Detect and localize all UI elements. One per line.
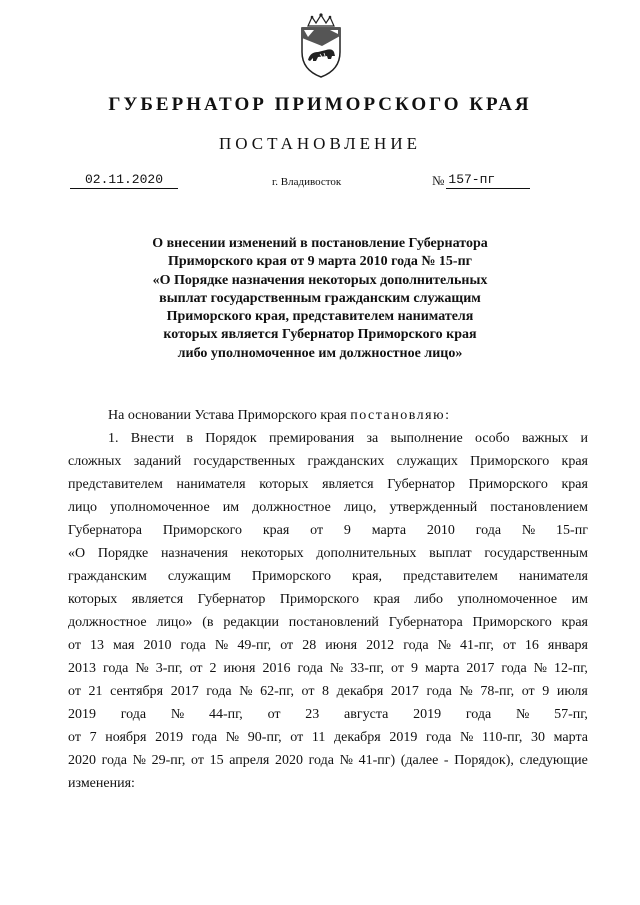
paragraph-line: Губернатора Приморского края от 9 марта 2010 года № 15-пг <box>68 523 588 538</box>
document-body <box>68 404 588 795</box>
document-type: ПОСТАНОВЛЕНИЕ <box>218 134 421 153</box>
paragraph-line: гражданским служащим Приморского края, представителем нанимателя <box>68 569 588 584</box>
paragraph-line: 2020 года № 29-пг, от 15 апреля 2020 года № 41-пг) (далее - Порядок), следующие <box>68 753 588 768</box>
paragraph-line: от 13 мая 2010 года № 49-пг, от 28 июня 2012 года № 41-пг, от 16 января <box>68 638 588 653</box>
paragraph-line: лицо уполномоченное им должностное лицо, утвержденный постановлением <box>68 500 588 515</box>
paragraph-line: «О Порядке назначения некоторых дополнительных выплат государственным <box>68 546 588 561</box>
paragraph-line: от 21 сентября 2017 года № 62-пг, от 8 декабря 2017 года № 78-пг, от 9 июля <box>68 684 588 699</box>
organization-title: ГУБЕРНАТОР ПРИМОРСКОГО КРАЯ <box>108 94 532 115</box>
paragraph-line: сложных заданий государственных гражданских служащих Приморского края <box>68 454 588 469</box>
heading-line: Приморского края от 9 марта 2010 года № 15-пг <box>167 254 473 270</box>
paragraph-1 <box>68 427 588 795</box>
number-value: 157-пг <box>446 172 530 189</box>
paragraph-line: представителем нанимателя которых является Губернатор Приморского края <box>68 477 588 492</box>
document-date: 02.11.2020 <box>70 172 178 189</box>
heading-line: которых является Губернатор Приморского края <box>163 327 477 343</box>
paragraph-line: 2019 года № 44-пг, от 23 августа 2019 года № 57-пг, <box>68 707 588 722</box>
heading-line: Приморского края, представителем нанимателя <box>166 309 474 325</box>
number-sign: № <box>432 173 445 188</box>
decree-word: постановляю: <box>350 408 451 423</box>
heading-line: выплат государственным гражданским служащим <box>159 290 481 306</box>
document-number <box>432 172 530 189</box>
document-heading <box>110 235 530 363</box>
heading-line: О внесении изменений в постановление Губернатора <box>152 236 488 251</box>
paragraph-line: должностное лицо» (в редакции постановлений Губернатора Приморского края <box>68 615 588 630</box>
document-city: г. Владивосток <box>272 176 342 188</box>
heading-line: «О Порядке назначения некоторых дополнительных <box>152 272 488 288</box>
paragraph-line: изменения: <box>68 776 135 791</box>
coat-of-arms-icon <box>294 12 348 80</box>
paragraph-line: которых является Губернатор Приморского края либо уполномоченное им <box>68 592 588 607</box>
intro-text: На основании Устава Приморского края <box>108 408 347 423</box>
heading-line: либо уполномоченное им должностное лицо» <box>177 345 463 361</box>
paragraph-line: от 7 ноября 2019 года № 90-пг, от 11 декабря 2019 года № 110-пг, 30 марта <box>68 730 588 745</box>
paragraph-line: 1. Внести в Порядок премирования за выполнение особо важных и <box>108 431 588 446</box>
intro-line <box>68 404 588 427</box>
paragraph-line: 2013 года № 3-пг, от 2 июня 2016 года № 33-пг, от 9 марта 2017 года № 12-пг, <box>68 661 588 676</box>
